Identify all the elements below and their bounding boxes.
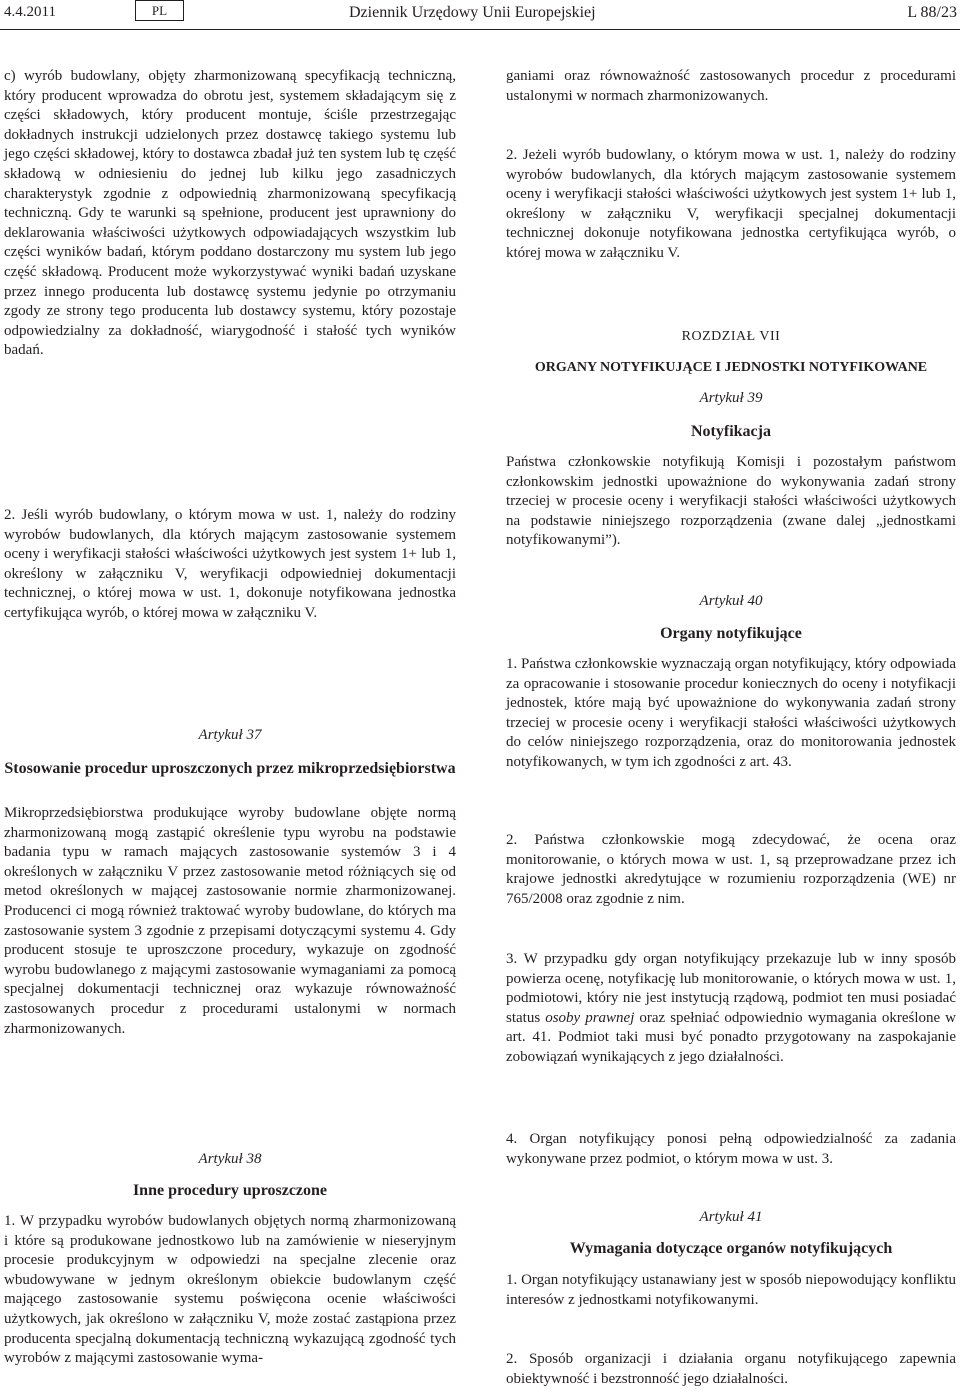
article-37-title: Stosowanie procedur uproszczonych przez mikroprzedsiębiorstwa xyxy=(4,760,456,777)
article-38-title: Inne procedury uproszczone xyxy=(132,1182,328,1199)
article-40-paragraph-3-end: oraz spełniać odpowiednio wymagania określone w art. 41. Podmiot taki musi być ponadto przygotowany na zaspokajanie zobowiązań wynikających z jego działalności. xyxy=(506,1009,957,1065)
paragraph-c: c) wyrób budowlany, objęty zharmonizowaną specyfikacją techniczną, który producent wprowadza do obrotu jest, systemem składającym się z części składowych, który producent montuje, ściśle przestrzegając dokładnych instrukcji udzielonych przez dostawcę takiego systemu lub jego części składowej, który to dostawca zbadał już ten system lub tę część składową w odniesieniu do jednej lub kilku jego zasadniczych charakterystyk zgodnie z odpowiednią zharmonizowaną specyfikacją techniczną. Gdy te warunki są spełnione, producent jest uprawniony do deklarowania właściwości użytkowych odpowiadających wszystkim lub części wyników badań, którym poddano dostarczony mu system lub jego część składową. Producent może wykorzystywać wyniki badań uzyskane przez innego producenta lub dostawcę systemu jedynie po otrzymaniu zgody ze strony tego producenta lub dostawcy systemu, który pozostaje odpowiedzialny za dokładność, wiarygodność i stałość tych wyników badań. xyxy=(4,68,456,359)
page-reference: L 88/23 xyxy=(907,4,957,21)
article-39-title: Notyfikacja xyxy=(691,423,771,440)
article-38-text: 1. W przypadku wyrobów budowlanych objętych normą zharmonizowaną i które są produkowane jednostkowo lub na zamówienie w nieseryjnym procesie produkcyjnym w odpowiedzi na specjalne zlecenie oraz wbudowywane w jednym określonym obiekcie budowlanym część mającego zastosowanie systemu poświęcona ocenie właściwości użytkowych, jak określono w załączniku V, może zostać zastąpiona przez producenta specjalną dokumentacją techniczną wykazującą zgodność tych wyrobów z mającymi zastosowanie wyma- xyxy=(4,1213,456,1367)
article-40-paragraph-3 xyxy=(506,950,956,1068)
article-39-label: Artykuł 39 xyxy=(699,390,763,406)
article-41-label: Artykuł 41 xyxy=(699,1209,763,1225)
article-37-label: Artykuł 37 xyxy=(198,727,262,743)
article-40-paragraph-2: 2. Państwa członkowskie mogą zdecydować, że ocena oraz monitorowanie, o których mowa w ust. 1, są przeprowadzane przez ich krajowe jednostki akredytujące w rozumieniu rozporządzenia (WE) nr 765/2008 oraz zgodnie z nim. xyxy=(506,832,956,907)
paragraph-2: 2. Jeśli wyrób budowlany, o którym mowa w ust. 1, należy do rodziny wyrobów budowlanych, dla których mającym zastosowanie systemem oceny i weryfikacji stałości właściwości użytkowych jest system 1+ lub 1, określony w załączniku V, weryfikacji odpowiedniej dokumentacji technicznej, o której mowa w ust. 1, dokonuje notyfikowana jednostka certyfikująca wyrób, o której mowa w załączniku V. xyxy=(4,507,456,621)
paragraph-continuation: ganiami oraz równoważność zastosowanych procedur z procedurami ustalonymi w normach zharmonizowanych. xyxy=(506,68,956,104)
article-40-paragraph-1: 1. Państwa członkowskie wyznaczają organ notyfikujący, który odpowiada za opracowanie i stosowanie procedur koniecznych do oceny i notyfikacji jednostek, które mają być upoważnione do wykonywania zadań strony trzeciej w procesie oceny i weryfikacji stałości właściwości użytkowych do celów niniejszego rozporządzenia, oraz do monitorowania jednostek notyfikowanych, w tym ich zgodności z art. 43. xyxy=(506,656,956,770)
legal-person-term: osoby prawnej xyxy=(545,1009,635,1026)
publication-date: 4.4.2011 xyxy=(4,4,56,20)
chapter-label: ROZDZIAŁ VII xyxy=(681,329,781,344)
article-41-paragraph-1: 1. Organ notyfikujący ustanawiany jest w sposób niepowodujący konfliktu interesów z jednostkami notyfikowanymi. xyxy=(506,1272,956,1308)
article-40-title: Organy notyfikujące xyxy=(660,625,802,642)
header-rule xyxy=(0,29,960,30)
article-41-paragraph-2: 2. Sposób organizacji i działania organu notyfikującego zapewnia obiektywność i bezstronność jego działalności. xyxy=(506,1351,956,1387)
page-header xyxy=(0,0,960,28)
article-40-paragraph-4: 4. Organ notyfikujący ponosi pełną odpowiedzialność za zadania wykonywane przez podmiot, o którym mowa w ust. 3. xyxy=(506,1131,956,1167)
article-40-paragraph-3-start: 3. W przypadku gdy organ notyfikujący przekazuje lub w inny sposób powierza ocenę, notyfikację lub monitorowanie, o których mowa w ust. 1, podmiotowi, który nie jest instytucją rządową, podmiot ten musi posiadać status xyxy=(506,951,956,1026)
article-38-label: Artykuł 38 xyxy=(198,1151,262,1167)
article-40-label: Artykuł 40 xyxy=(699,593,763,609)
article-37-text: Mikroprzedsiębiorstwa produkujące wyroby budowlane objęte normą zharmonizowaną mogą zastąpić określenie typu wyrobu na podstawie badania typu w ramach mających zastosowanie systemów 3 i 4 określonych w załączniku V przez zastosowanie metod różniących się od metod określonych w mającej zastosowanie normie zharmonizowanej. Producenci ci mogą również traktować wyroby budowlane, do których ma zastosowanie system 3 zgodnie z przepisami dotyczącymi systemu 4. Gdy producent stosuje te uproszczone procedury, wykazuje on zgodność wyrobu budowlanego z mającymi zastosowanie wymaganiami za pomocą specjalnej dokumentacji technicznej oraz wykazuje równoważność zastosowanych procedur z procedurami ustalonymi w normach zharmonizowanych. xyxy=(4,805,456,1037)
article-39-text: Państwa członkowskie notyfikują Komisji i pozostałym państwom członkowskim jednostki upoważnione do wykonywania zadań strony trzeciej w procesie oceny i weryfikacji stałości właściwości użytkowych na podstawie niniejszego rozporządzenia (zwane dalej „jednostkami notyfikowanymi”). xyxy=(506,454,956,549)
paragraph-2-right: 2. Jeżeli wyrób budowlany, o którym mowa w ust. 1, należy do rodziny wyrobów budowlanych, dla których mającym zastosowanie systemem oceny i weryfikacji stałości właściwości użytkowych jest system 1+ lub 1, określony w załączniku V, weryfikacji specjalnej dokumentacji technicznej dokonuje notyfikowana jednostka certyfikująca wyrób, o której mowa w załączniku V. xyxy=(506,147,956,261)
article-41-title: Wymagania dotyczące organów notyfikujących xyxy=(569,1240,893,1257)
journal-title: Dziennik Urzędowy Unii Europejskiej xyxy=(349,4,596,21)
chapter-title: ORGANY NOTYFIKUJĄCE I JEDNOSTKI NOTYFIKOWANE xyxy=(534,360,928,375)
language-badge: PL xyxy=(135,0,184,21)
